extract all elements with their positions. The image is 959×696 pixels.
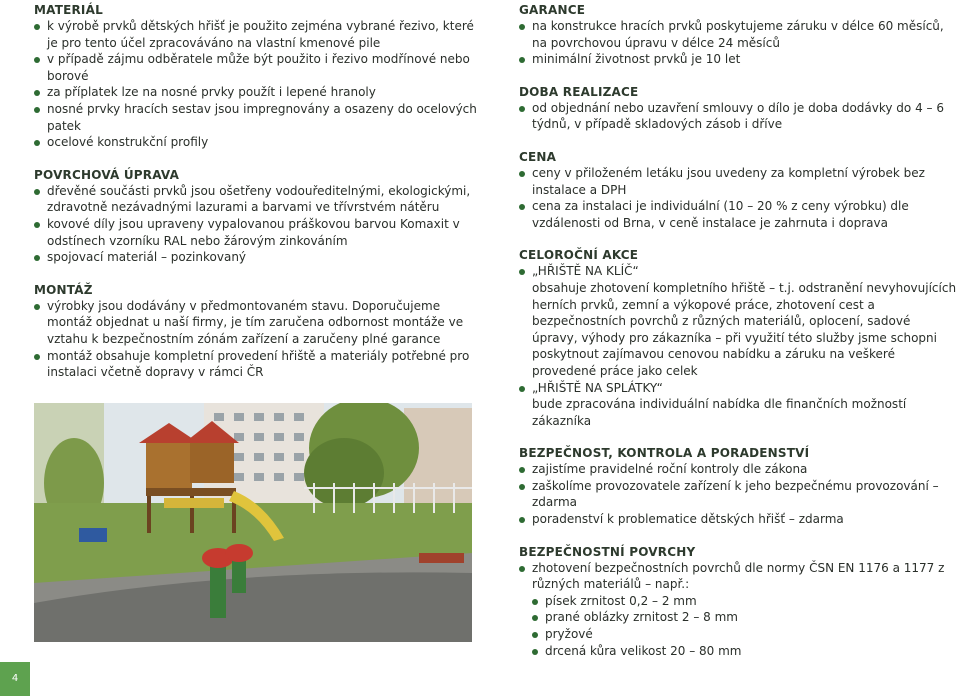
section-cena (519, 149, 959, 231)
list-item: cena za instalaci je individuální (10 – 20 % z ceny výrobku) dle vzdálenosti od Brna, v ceně instalace je zahrnuta i doprava (519, 198, 959, 231)
list-item: nosné prvky hracích sestav jsou impregnovány a osazeny do ocelových patek (34, 101, 482, 134)
section-heading: BEZPEČNOSTNÍ POVRCHY (519, 544, 696, 559)
sub-list-item: písek zrnitost 0,2 – 2 mm (519, 593, 959, 610)
section-povrchova-uprava (34, 167, 482, 266)
list-item-text: obsahuje zhotovení kompletního hřiště – t.j. odstranění nevyhovujících herních prvků, zemní a výkopové práce, zhotovení cest a bezpečnostních povrchů z různých materiálů, oplocení, sadové úpravy, výhody pro zákazníka – při využití této služby jsme schopni poskytnout zajímavou cenovou nabídku a záruku na veškeré provedené práce jako celek (532, 280, 957, 378)
list-item: zhotovení bezpečnostních povrchů dle normy ČSN EN 1176 a 1177 z různých materiálů – např.: (519, 560, 959, 593)
sub-list-item: pryžové (519, 626, 959, 643)
list-item: ceny v přiloženém letáku jsou uvedeny za kompletní výrobek bez instalace a DPH (519, 165, 959, 198)
section-heading: CENA (519, 149, 557, 164)
section-heading: GARANCE (519, 3, 586, 17)
list-item: spojovací materiál – pozinkovaný (34, 249, 482, 266)
list-item: k výrobě prvků dětských hřišť je použito zejména vybrané řezivo, které je pro tento účel zpracováváno na vlastní kmenové pile (34, 18, 482, 51)
page-number: 4 (0, 662, 30, 696)
list-item-title: „HŘIŠTĚ NA SPLÁTKY“ (519, 380, 959, 397)
playground-photo (34, 403, 472, 642)
list-item: ocelové konstrukční profily (34, 134, 482, 151)
section-heading: DOBA REALIZACE (519, 84, 639, 99)
list-item: na konstrukce hracích prvků poskytujeme záruku v délce 60 měsíců, na povrchovou úpravu v délce 24 měsíců (519, 18, 959, 51)
list-item: kovové díly jsou upraveny vypalovanou práškovou barvou Komaxit v odstínech vzorníku RAL nebo žárovým zinkováním (34, 216, 482, 249)
section-bezpecnost (519, 445, 959, 527)
left-column (34, 0, 482, 381)
section-heading: BEZPEČNOST, KONTROLA A PORADENSTVÍ (519, 446, 810, 461)
list-item: v případě zájmu odběratele může být použito i řezivo modřínové nebo borové (34, 51, 482, 84)
playground-image (34, 403, 472, 642)
section-bezpecnostni-povrchy (519, 544, 959, 660)
section-heading: MONTÁŽ (34, 282, 93, 297)
section-doba-realizace (519, 84, 959, 133)
list-item-text: bude zpracována individuální nabídka dle finančních možností zákazníka (532, 397, 907, 428)
list-item: od objednání nebo uzavření smlouvy o dílo je doba dodávky do 4 – 6 týdnů, v případě skladových zásob i dříve (519, 100, 959, 133)
list-item-title: „HŘIŠTĚ NA KLÍČ“ (519, 263, 959, 280)
section-heading: MATERIÁL (34, 3, 103, 17)
section-montaz (34, 282, 482, 381)
list-item: montáž obsahuje kompletní provedení hřiště a materiály potřebné pro instalaci včetně dopravy v rámci ČR (34, 348, 482, 381)
list-item: minimální životnost prvků je 10 let (519, 51, 959, 68)
list-item: zaškolíme provozovatele zařízení k jeho bezpečnému provozování – zdarma (519, 478, 959, 511)
list-item: zajistíme pravidelné roční kontroly dle zákona (519, 461, 959, 478)
sub-list-item: prané oblázky zrnitost 2 – 8 mm (519, 609, 959, 626)
list-item: výrobky jsou dodávány v předmontovaném stavu. Doporučujeme montáž objednat u naší firmy, je tím zaručena odbornost montáže ve vztahu k bezpečnostním zónám zařízení a zaručeny plné garance (34, 298, 482, 348)
section-celorocni-akce (519, 247, 959, 429)
list-item: za příplatek lze na nosné prvky použít i lepené hranoly (34, 84, 482, 101)
section-heading: CELOROČNÍ AKCE (519, 248, 639, 263)
list-item: poradenství k problematice dětských hřišť – zdarma (519, 511, 959, 528)
section-material (34, 2, 482, 151)
sub-list-item: drcená kůra velikost 20 – 80 mm (519, 643, 959, 660)
right-column (519, 0, 959, 659)
list-item: dřevěné součásti prvků jsou ošetřeny vodouředitelnými, ekologickými, zdravotně nezávadnými lazurami a barvami ve třívrstvém nátěru (34, 183, 482, 216)
section-garance (519, 2, 959, 68)
section-heading: POVRCHOVÁ ÚPRAVA (34, 167, 180, 182)
